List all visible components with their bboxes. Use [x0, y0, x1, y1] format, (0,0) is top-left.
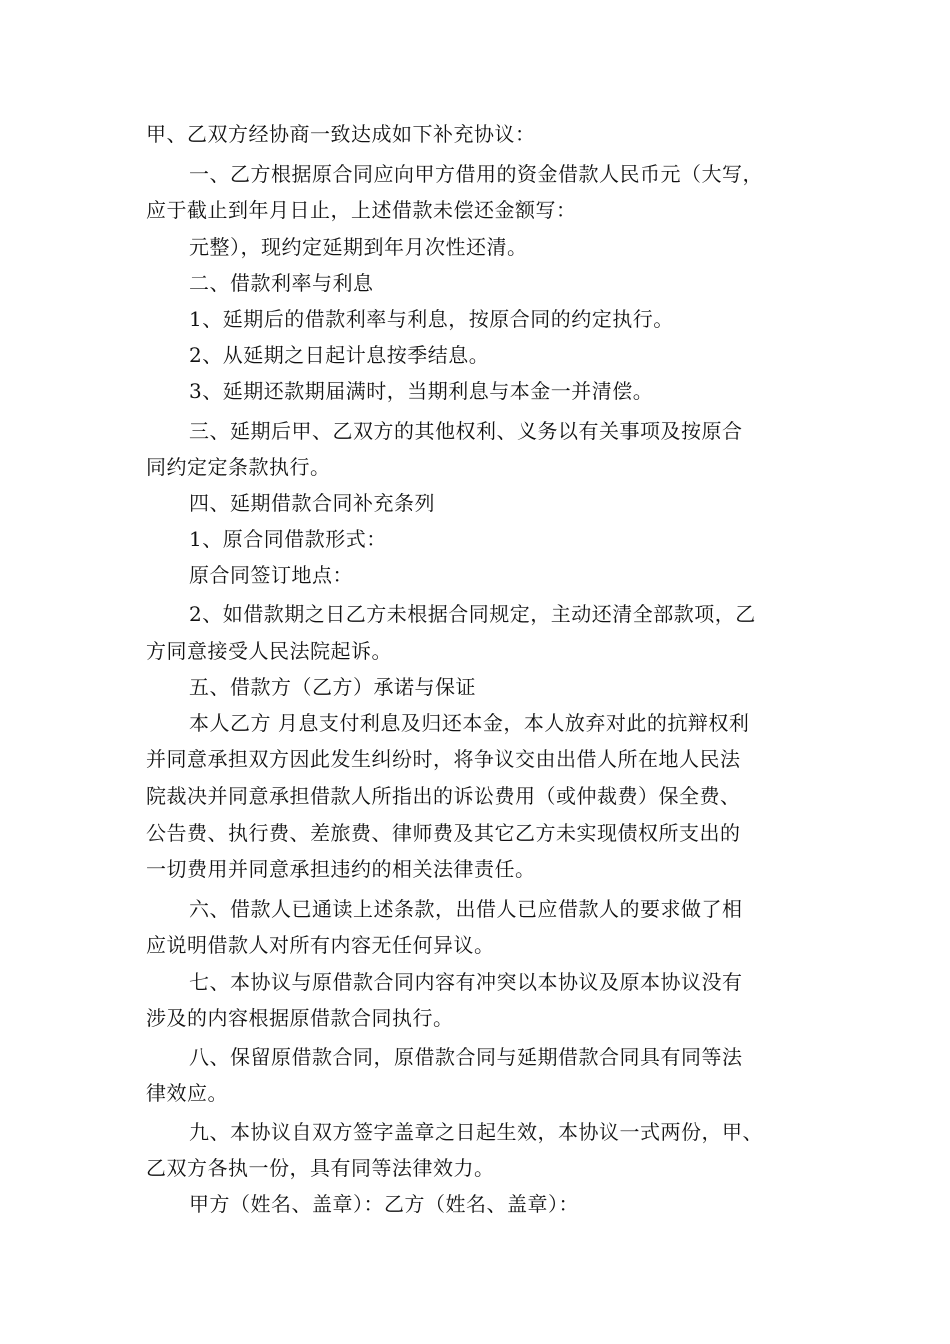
text-line-6: 1、延期后的借款利率与利息，按原合同的约定执行。 — [189, 307, 674, 331]
text-line-13: 原合同签订地点： — [189, 563, 353, 587]
text-line-9: 三、延期后甲、乙双方的其他权利、义务以有关事项及按原合 — [189, 419, 743, 443]
text-line-24: 七、本协议与原借款合同内容有冲突以本协议及原本协议没有 — [189, 970, 743, 994]
text-line-28: 九、本协议自双方签字盖章之日起生效，本协议一式两份，甲、 — [189, 1120, 763, 1144]
text-line-15: 方同意接受人民法院起诉。 — [146, 639, 392, 663]
text-line-17: 本人乙方 月息支付利息及归还本金，本人放弃对此的抗辩权利 — [189, 711, 750, 735]
text-line-5: 二、借款利率与利息 — [189, 271, 374, 295]
text-line-25: 涉及的内容根据原借款合同执行。 — [146, 1006, 454, 1030]
text-line-22: 六、借款人已通读上述条款，出借人已应借款人的要求做了相 — [189, 897, 743, 921]
text-line-20: 公告费、执行费、差旅费、律师费及其它乙方未实现债权所支出的 — [146, 821, 741, 845]
text-line-16: 五、借款方（乙方）承诺与保证 — [189, 675, 476, 699]
text-line-18: 并同意承担双方因此发生纠纷时，将争议交由出借人所在地人民法 — [146, 747, 741, 771]
text-line-29: 乙双方各执一份，具有同等法律效力。 — [146, 1156, 495, 1180]
text-line-12: 1、原合同借款形式： — [189, 527, 387, 551]
text-line-3: 应于截止到年月日止，上述借款未偿还金额写： — [146, 198, 577, 222]
text-line-14: 2、如借款期之日乙方未根据合同规定，主动还清全部款项，乙 — [189, 602, 756, 626]
text-line-8: 3、延期还款期届满时，当期利息与本金一并清偿。 — [189, 379, 654, 403]
text-line-10: 同约定定条款执行。 — [146, 455, 331, 479]
text-line-19: 院裁决并同意承担借款人所指出的诉讼费用（或仲裁费）保全费、 — [146, 784, 741, 808]
text-line-4: 元整），现约定延期到年月次性还清。 — [189, 235, 528, 259]
text-line-2: 一、乙方根据原合同应向甲方借用的资金借款人民币元（大写， — [189, 162, 763, 186]
text-line-7: 2、从延期之日起计息按季结息。 — [189, 343, 490, 367]
text-line-23: 应说明借款人对所有内容无任何异议。 — [146, 933, 495, 957]
text-line-26: 八、保留原借款合同，原借款合同与延期借款合同具有同等法 — [189, 1045, 743, 1069]
text-line-1: 甲、乙双方经协商一致达成如下补充协议： — [146, 122, 536, 146]
text-line-27: 律效应。 — [146, 1081, 228, 1105]
text-line-11: 四、延期借款合同补充条列 — [189, 491, 435, 515]
text-line-21: 一切费用并同意承担违约的相关法律责任。 — [146, 857, 536, 881]
text-line-30: 甲方（姓名、盖章）：乙方（姓名、盖章）： — [189, 1192, 579, 1216]
